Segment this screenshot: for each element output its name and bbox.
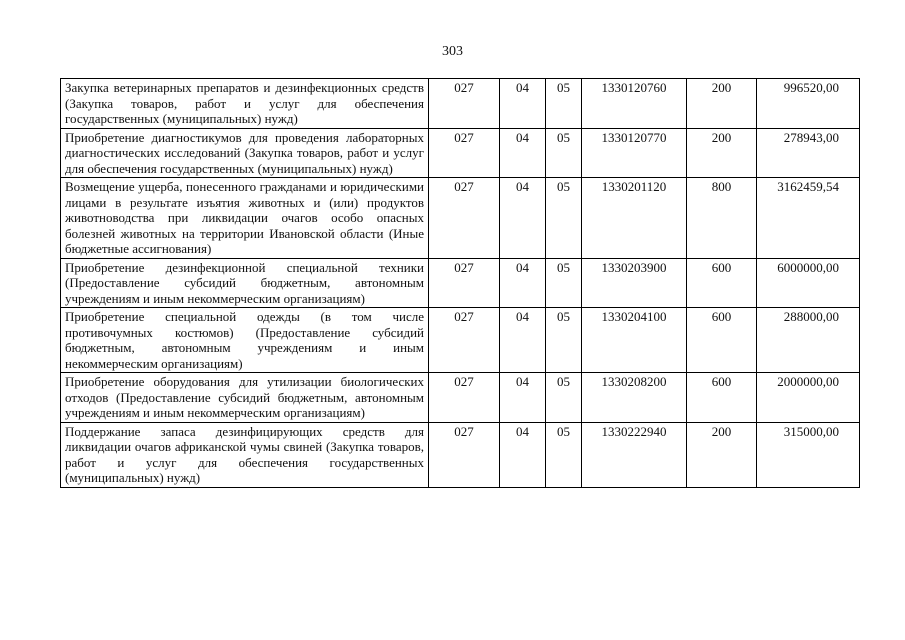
row-description: Закупка ветеринарных препаратов и дезинфекционных средств (Закупка товаров, работ и услуг для обеспечения государственных (муниципальных) нужд) (61, 79, 429, 129)
expense-type-code: 200 (687, 422, 757, 487)
table-row (61, 128, 860, 178)
department-code: 027 (429, 422, 500, 487)
section-code: 04 (500, 128, 546, 178)
amount: 288000,00 (757, 308, 860, 373)
amount: 278943,00 (757, 128, 860, 178)
row-description: Приобретение специальной одежды (в том числе противочумных костюмов) (Предоставление субсидий бюджетным, автономным учреждениям и иным некоммерческим организациям) (61, 308, 429, 373)
amount: 2000000,00 (757, 373, 860, 423)
subsection-code: 05 (546, 178, 582, 259)
subsection-code: 05 (546, 422, 582, 487)
table-row (61, 373, 860, 423)
target-article-code: 1330208200 (582, 373, 687, 423)
page-number: 303 (442, 44, 463, 59)
department-code: 027 (429, 178, 500, 259)
section-code: 04 (500, 422, 546, 487)
table-row (61, 258, 860, 308)
subsection-code: 05 (546, 79, 582, 129)
section-code: 04 (500, 178, 546, 259)
department-code: 027 (429, 373, 500, 423)
table-row (61, 79, 860, 129)
table-row (61, 308, 860, 373)
subsection-code: 05 (546, 373, 582, 423)
target-article-code: 1330204100 (582, 308, 687, 373)
row-description: Поддержание запаса дезинфицирующих средств для ликвидации очагов африканской чумы свиней (Закупка товаров, работ и услуг для обеспечения государственных (муниципальных) нужд) (61, 422, 429, 487)
department-code: 027 (429, 128, 500, 178)
expense-type-code: 600 (687, 373, 757, 423)
target-article-code: 1330201120 (582, 178, 687, 259)
row-description: Приобретение дезинфекционной специальной техники (Предоставление субсидий бюджетным, автономным учреждениям и иным некоммерческим организациям) (61, 258, 429, 308)
section-code: 04 (500, 373, 546, 423)
department-code: 027 (429, 258, 500, 308)
section-code: 04 (500, 79, 546, 129)
budget-table (60, 78, 860, 488)
subsection-code: 05 (546, 308, 582, 373)
row-description: Возмещение ущерба, понесенного гражданами и юридическими лицами в результате изъятия животных и (или) продуктов животноводства при ликвидации очагов особо опасных болезней животных на территории Ивановской области (Иные бюджетные ассигнования) (61, 178, 429, 259)
section-code: 04 (500, 308, 546, 373)
target-article-code: 1330203900 (582, 258, 687, 308)
expense-type-code: 600 (687, 258, 757, 308)
target-article-code: 1330120770 (582, 128, 687, 178)
department-code: 027 (429, 308, 500, 373)
row-description: Приобретение оборудования для утилизации биологических отходов (Предоставление субсидий бюджетным, автономным учреждениям и иным некоммерческим организациям) (61, 373, 429, 423)
subsection-code: 05 (546, 258, 582, 308)
expense-type-code: 800 (687, 178, 757, 259)
table-row (61, 178, 860, 259)
section-code: 04 (500, 258, 546, 308)
amount: 996520,00 (757, 79, 860, 129)
expense-type-code: 200 (687, 79, 757, 129)
row-description: Приобретение диагностикумов для проведения лабораторных диагностических исследований (Закупка товаров, работ и услуг для обеспечения государственных (муниципальных) нужд) (61, 128, 429, 178)
target-article-code: 1330120760 (582, 79, 687, 129)
subsection-code: 05 (546, 128, 582, 178)
amount: 315000,00 (757, 422, 860, 487)
amount: 6000000,00 (757, 258, 860, 308)
target-article-code: 1330222940 (582, 422, 687, 487)
amount: 3162459,54 (757, 178, 860, 259)
department-code: 027 (429, 79, 500, 129)
expense-type-code: 200 (687, 128, 757, 178)
table-row (61, 422, 860, 487)
expense-type-code: 600 (687, 308, 757, 373)
